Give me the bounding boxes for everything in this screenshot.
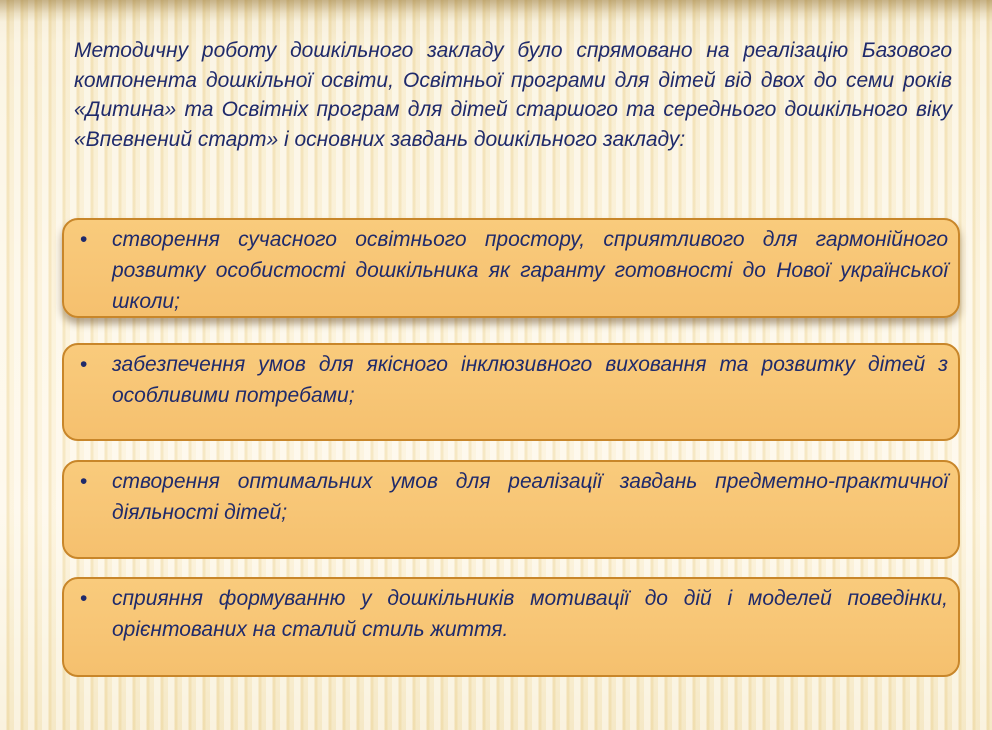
task-text: сприяння формуванню у дошкільників мотивації до дій і моделей поведінки, орієнтованих на сталий стиль життя.	[112, 587, 948, 641]
task-text: створення оптимальних умов для реалізації завдань предметно-практичної діяльності дітей;	[112, 470, 948, 524]
task-row	[80, 349, 948, 411]
task-text: забезпечення умов для якісного інклюзивного виховання та розвитку дітей з особливими потребами;	[112, 353, 948, 407]
task-row	[80, 224, 948, 317]
task-box-2	[62, 343, 960, 441]
bullet-icon: •	[80, 228, 88, 251]
task-row	[80, 583, 948, 645]
task-text: створення сучасного освітнього простору, сприятливого для гармонійного розвитку особистості дошкільника як гаранту готовності до Нової української школи;	[112, 228, 948, 313]
bullet-icon: •	[80, 470, 88, 493]
bullet-icon: •	[80, 587, 88, 610]
task-box-4	[62, 577, 960, 677]
task-box-3	[62, 460, 960, 559]
task-row	[80, 466, 948, 528]
bullet-icon: •	[80, 353, 88, 376]
top-shadow-band	[0, 0, 992, 22]
task-box-1	[62, 218, 960, 318]
intro-paragraph: Методичну роботу дошкільного закладу було спрямовано на реалізацію Базового компонента дошкільної освіти, Освітньої програми для дітей від двох до семи років «Дитина» та Освітніх програм для дітей старшого та середнього дошкільного віку «Впевнений старт» і основних завдань дошкільного закладу:	[74, 39, 952, 151]
